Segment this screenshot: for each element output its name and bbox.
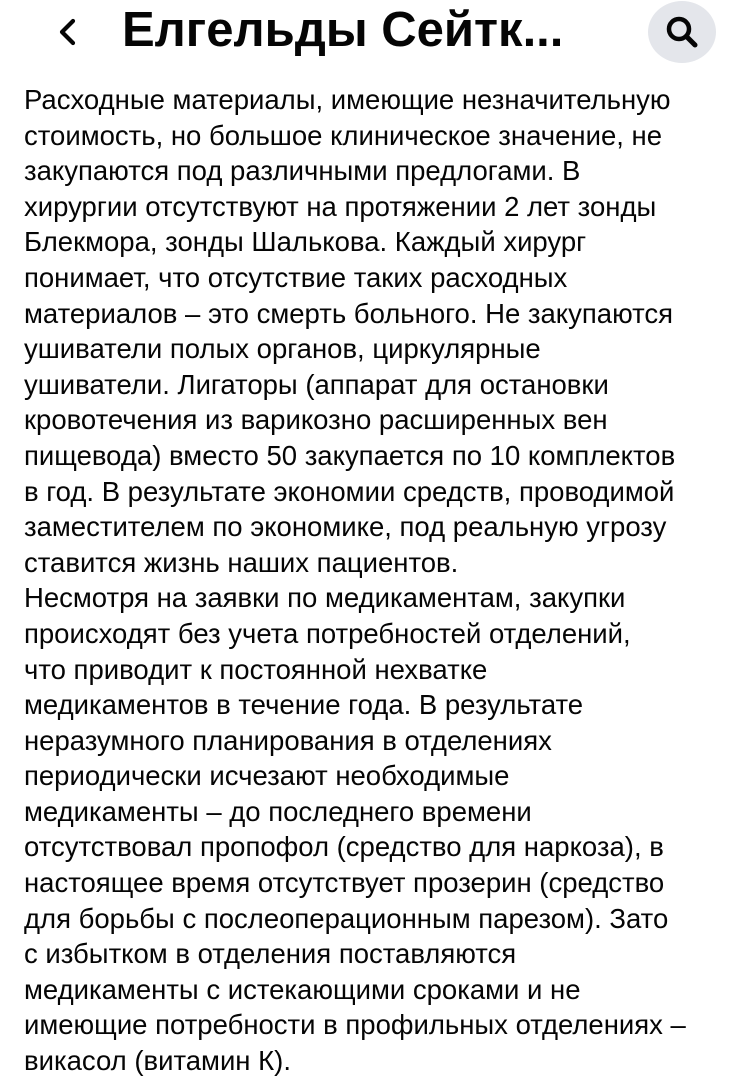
post-text-line: викасол (витамин К). xyxy=(24,1045,291,1077)
post-text-line: периодически исчезают необходимые xyxy=(24,760,510,792)
search-icon xyxy=(664,14,700,50)
post-text-line: закупаются под различными предлогами. В xyxy=(24,155,581,187)
post-text-line: происходят без учета потребностей отделений, xyxy=(24,617,631,649)
post-text-line: медикаменты – до последнего времени xyxy=(24,795,532,827)
chevron-left-icon xyxy=(56,16,80,48)
post-text-line: понимает, что отсутствие таких расходных xyxy=(24,261,568,293)
search-button[interactable] xyxy=(648,1,716,63)
post-text-line: материалов – это смерть больного. Не закупаются xyxy=(24,297,674,329)
post-text-line: настоящее время отсутствует прозерин (средство xyxy=(24,867,665,899)
post-text-line: пищевода) вместо 50 закупается по 10 комплектов xyxy=(24,439,676,471)
post-text-line: Расходные материалы, имеющие незначительную xyxy=(24,84,671,115)
post-text-line: ушиватели полых органов, циркулярные xyxy=(24,333,541,365)
post-text-line: ушиватели. Лигаторы (аппарат для остановки xyxy=(24,368,609,400)
page-title: Елгельды Сейтк... xyxy=(122,3,564,57)
post-text-line: ставится жизнь наших пациентов. xyxy=(24,546,459,578)
back-button[interactable] xyxy=(48,10,88,54)
post-text-line: медикаментов в течение года. В результате xyxy=(24,689,584,721)
post-text-line: медикаменты с истекающими сроками и не xyxy=(24,973,581,1005)
post-text-line: заместителем по экономике, под реальную угрозу xyxy=(24,511,667,543)
post-text-line: Блекмора, зонды Шалькова. Каждый хирург xyxy=(24,226,587,258)
post-text-line: неразумного планирования в отделениях xyxy=(24,724,552,756)
post-text-line: с избытком в отделения поставляются xyxy=(24,938,517,970)
post-text-line: кровотечения из варикозно расширенных вен xyxy=(24,404,608,436)
post-text xyxy=(24,82,724,1079)
post-text-line: имеющие потребности в профильных отделениях – xyxy=(24,1009,686,1041)
post-text-line: хирургии отсутствуют на протяжении 2 лет зонды xyxy=(24,190,657,222)
post-text-line: для борьбы с послеоперационным парезом). Зато xyxy=(24,902,669,934)
post-text-line: Несмотря на заявки по медикаментам, закупки xyxy=(24,582,626,614)
post-text-line: в год. В результате экономии средств, проводимой xyxy=(24,475,675,507)
post-text-line: что приводит к постоянной нехватке xyxy=(24,653,488,685)
top-bar xyxy=(0,0,741,78)
post-text-line: отсутствовал пропофол (средство для наркоза), в xyxy=(24,831,664,863)
post-text-line: стоимость, но большое клиническое значение, не xyxy=(24,119,663,151)
